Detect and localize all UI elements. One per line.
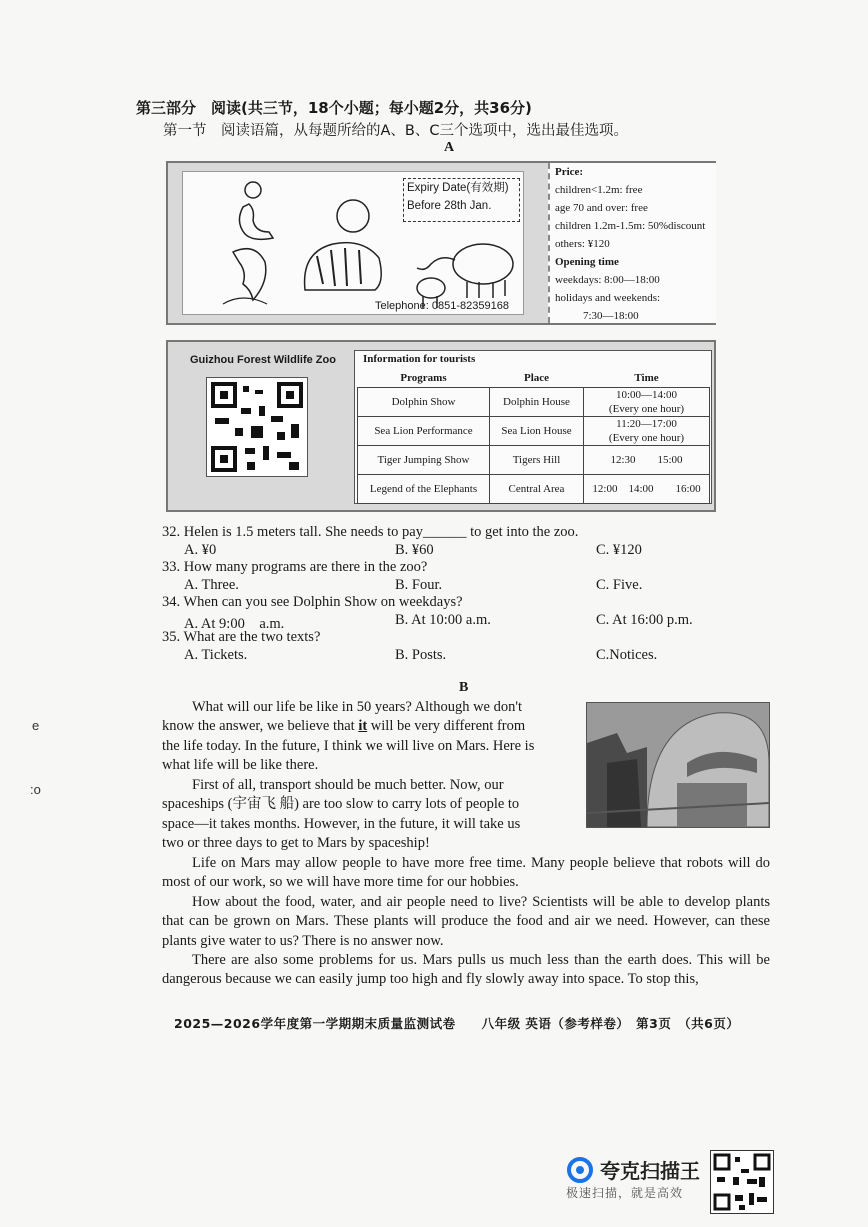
time-line: (Every one hour): [608, 403, 685, 415]
table-cell: Dolphin House: [490, 388, 584, 417]
ticket-illustration-area: [182, 171, 524, 315]
underlined-word: it: [358, 718, 368, 735]
quark-logo-icon: [566, 1156, 594, 1184]
zoo-ticket-bottom: [166, 340, 716, 512]
option-c: C. Five.: [596, 577, 643, 593]
ticket-price-panel: [548, 163, 716, 323]
table-header: Time: [634, 372, 659, 384]
time-line: (Every one hour): [608, 432, 685, 444]
option-a: A. Three.: [184, 577, 239, 593]
table-cell: [584, 417, 710, 446]
option-b: B. At 10:00 a.m.: [395, 612, 491, 628]
zoo-name: Guizhou Forest Wildlife Zoo: [190, 354, 336, 366]
table-cell: Central Area: [490, 475, 584, 504]
time-line: 11:20—17:00: [616, 418, 677, 430]
opening-item: weekdays: 8:00—18:00: [555, 274, 660, 286]
section-title: 第三部分 阅读(共三节，18个小题；每小题2分，共36分): [136, 99, 532, 117]
table-row: [358, 388, 710, 417]
zoo-ticket-top: [166, 161, 716, 325]
price-label: Price:: [555, 166, 584, 178]
table-row: [358, 446, 710, 475]
text-line: spaceships (宇宙飞 船) are too slow to carry lots of people to: [162, 796, 520, 813]
text-span: know the answer, we believe that: [162, 718, 355, 735]
opening-item: holidays and weekends:: [555, 292, 661, 304]
telephone: Telephone: 0851-82359168: [375, 300, 509, 312]
qr-code-icon: [206, 377, 308, 477]
expiry-date-box: [403, 178, 520, 222]
price-item: children<1.2m: free: [555, 184, 643, 196]
table-cell: [584, 388, 710, 417]
option-c: C. ¥120: [596, 542, 642, 558]
question-34: 34. When can you see Dolphin Show on weekdays?: [162, 594, 463, 610]
option-b: B. Four.: [395, 577, 443, 593]
question-35: 35. What are the two texts?: [162, 629, 321, 645]
table-cell: Dolphin Show: [358, 388, 490, 417]
price-item: others: ¥120: [555, 238, 610, 250]
page-footer: 2025—2026学年度第一学期期末质量监测试卷 八年级 英语（参考样卷） 第3页 （共6页）: [174, 1016, 740, 1031]
margin-mark: :o: [30, 782, 41, 797]
option-a: A. ¥0: [184, 542, 217, 558]
table-cell: Tiger Jumping Show: [358, 446, 490, 475]
table-row: [358, 417, 710, 446]
paragraph-2: [162, 776, 572, 854]
opening-item: 7:30—18:00: [583, 310, 639, 322]
scanner-slogan: 极速扫描，就是高效: [566, 1186, 684, 1200]
scanner-qr-icon: [710, 1150, 774, 1214]
table-cell: Tigers Hill: [490, 446, 584, 475]
paragraph-1: [162, 698, 572, 776]
paragraph-5: There are also some problems for us. Mars pulls us much less than the earth does. This will be dangerous because we can easily jump too high and fly slowly away into space. To stop this,: [162, 952, 770, 988]
time-line: 10:00—14:00: [615, 389, 678, 401]
margin-mark: e: [32, 718, 40, 733]
text-line: What will our life be like in 50 years? Although we don't: [192, 699, 522, 715]
opening-label: Opening time: [555, 256, 619, 268]
table-header: Programs: [400, 372, 447, 384]
price-item: age 70 and over: free: [555, 202, 648, 214]
question-33: 33. How many programs are there in the zoo?: [162, 559, 428, 575]
text-line: what life will be like there.: [162, 757, 319, 774]
text-span: will be very different from: [367, 718, 526, 735]
table-header: Place: [523, 372, 550, 384]
animals-illustration: [183, 172, 403, 314]
table-cell: Sea Lion Performance: [358, 417, 490, 446]
table-cell: Legend of the Elephants: [358, 475, 490, 504]
option-c: C.Notices.: [596, 647, 658, 663]
text-line: [162, 717, 572, 736]
option-b: B. Posts.: [395, 647, 447, 663]
table-row: [358, 475, 710, 504]
option-a: A. Tickets.: [184, 647, 248, 663]
section-instruction: 第一节 阅读语篇，从每题所给的A、B、C三个选项中，选出最佳选项。: [163, 123, 628, 139]
expiry-line-2: Before 28th Jan.: [407, 200, 492, 212]
option-c: C. At 16:00 p.m.: [596, 612, 693, 628]
text-line: two or three days to get to Mars by spaceship!: [162, 835, 430, 852]
option-b: B. ¥60: [395, 542, 434, 558]
option-a: A. At 9:00 a.m.: [184, 616, 285, 632]
text-line: the life today. In the future, I think we will live on Mars. Here is: [162, 737, 535, 754]
price-item: children 1.2m-1.5m: 50%discount: [555, 220, 706, 232]
passage-a-letter: A: [444, 140, 455, 155]
table-cell: 12:30 15:00: [584, 446, 710, 475]
paragraph-4: How about the food, water, and air people need to live? Scientists will be able to develop plants that can be grown on Mars. These plants will produce the food and air we need. However, can these plants give water to us? There is no answer now.: [162, 894, 770, 949]
text-line: space—it takes months. However, in the future, it will take us: [162, 815, 521, 832]
paragraph-3: Life on Mars may allow people to have more free time. Many people believe that robots will do most of our work, so we will have more time for our hobbies.: [162, 855, 770, 891]
mars-city-photo: [586, 702, 770, 828]
table-cell: 12:00 14:00 16:00: [584, 475, 710, 504]
passage-b-letter: B: [459, 680, 469, 695]
question-32: 32. Helen is 1.5 meters tall. She needs to pay______ to get into the zoo.: [162, 524, 579, 540]
info-title: Information for tourists: [363, 353, 476, 365]
program-table: [357, 369, 710, 504]
tourist-info-panel: [354, 350, 712, 504]
scanner-watermark: [566, 1155, 700, 1201]
table-cell: Sea Lion House: [490, 417, 584, 446]
scanner-name: 夸克扫描王: [600, 1159, 700, 1183]
text-line: First of all, transport should be much better. Now, our: [192, 777, 504, 793]
expiry-line-1: Expiry Date(有效期): [407, 182, 509, 194]
